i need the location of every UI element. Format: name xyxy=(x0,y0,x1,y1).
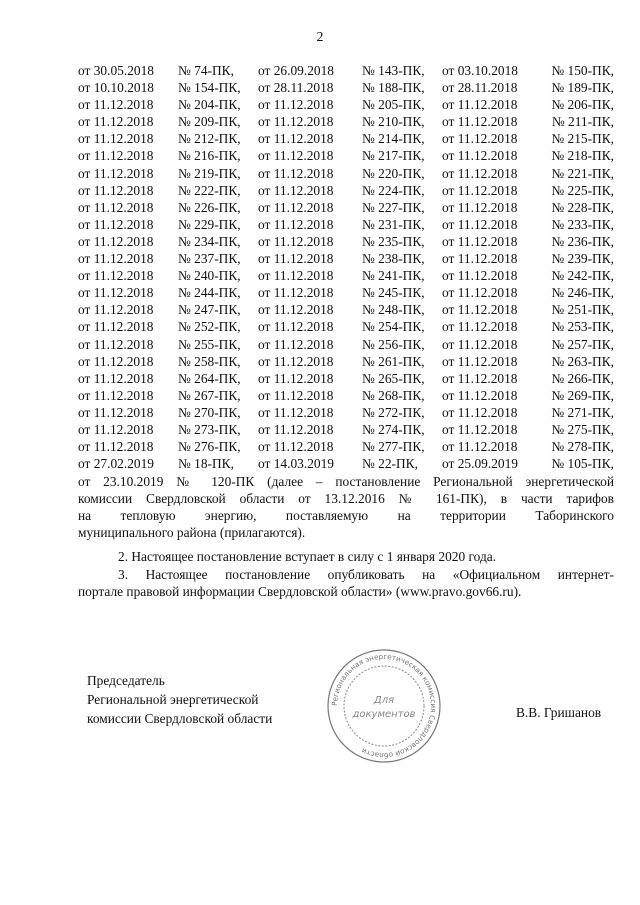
resolution-row xyxy=(78,96,614,113)
resolution-date: от 11.12.2018 xyxy=(258,233,334,249)
resolution-date: от 11.12.2018 xyxy=(258,285,334,301)
resolution-number: № 209-ПК, xyxy=(178,114,241,130)
resolution-row xyxy=(78,455,614,472)
resolution-number: № 257-ПК, xyxy=(551,336,614,352)
resolution-date: от 11.12.2018 xyxy=(258,268,334,284)
resolution-number: № 276-ПК, xyxy=(178,439,241,455)
resolution-date: от 11.12.2018 xyxy=(78,251,154,267)
resolution-number: № 205-ПК, xyxy=(362,97,425,113)
resolution-date: от 11.12.2018 xyxy=(78,302,154,318)
resolution-number: № 245-ПК, xyxy=(362,285,425,301)
resolution-date: от 28.11.2018 xyxy=(258,80,334,96)
resolution-date: от 11.12.2018 xyxy=(258,216,334,232)
resolution-row xyxy=(78,438,614,455)
resolution-date: от 11.12.2018 xyxy=(78,199,154,215)
resolution-date: от 11.12.2018 xyxy=(78,216,154,232)
resolution-date: от 11.12.2018 xyxy=(258,336,334,352)
resolution-number: № 234-ПК, xyxy=(178,233,241,249)
signature-line: Региональной энергетической xyxy=(87,692,259,707)
resolution-date: от 11.12.2018 xyxy=(78,370,154,386)
resolution-date: от 11.12.2018 xyxy=(78,421,154,437)
resolution-row xyxy=(78,233,614,250)
resolution-row xyxy=(78,421,614,438)
resolution-number: № 258-ПК, xyxy=(178,353,241,369)
resolution-number: № 239-ПК, xyxy=(551,251,614,267)
resolution-number: № 74-ПК, xyxy=(178,63,234,78)
resolution-number: № 237-ПК, xyxy=(178,251,241,267)
resolution-row xyxy=(78,199,614,216)
resolution-date: от 11.12.2018 xyxy=(442,216,518,232)
resolution-date: от 11.12.2018 xyxy=(442,251,518,267)
resolution-date: от 28.11.2018 xyxy=(442,80,518,96)
resolution-date: от 11.12.2018 xyxy=(258,370,334,386)
resolution-number: № 251-ПК, xyxy=(551,302,614,318)
resolution-number: № 154-ПК, xyxy=(178,80,241,96)
resolution-number: № 143-ПК, xyxy=(362,63,425,78)
resolution-date: от 11.12.2018 xyxy=(258,97,334,113)
signature-line: комиссии Свердловской области xyxy=(87,711,273,726)
resolution-date: от 11.12.2018 xyxy=(78,353,154,369)
resolution-number: № 240-ПК, xyxy=(178,268,241,284)
seal-stamp xyxy=(326,648,442,764)
signatory-name: В.В. Гришанов xyxy=(516,705,602,720)
resolution-number: № 222-ПК, xyxy=(178,182,241,198)
resolution-date: от 11.12.2018 xyxy=(442,370,518,386)
svg-text:Для: Для xyxy=(373,695,395,706)
resolution-date: от 11.12.2018 xyxy=(258,421,334,437)
resolution-number: № 225-ПК, xyxy=(551,182,614,198)
resolution-list xyxy=(78,62,614,472)
resolution-date: от 11.12.2018 xyxy=(258,114,334,130)
resolution-date: от 11.12.2018 xyxy=(442,97,518,113)
resolution-number: № 241-ПК, xyxy=(362,268,425,284)
resolution-date: от 11.12.2018 xyxy=(258,165,334,181)
resolution-row xyxy=(78,113,614,130)
resolution-date: от 11.12.2018 xyxy=(258,353,334,369)
resolution-date: от 11.12.2018 xyxy=(78,336,154,352)
resolution-date: от 11.12.2018 xyxy=(442,404,518,420)
resolution-date: от 11.12.2018 xyxy=(78,404,154,420)
resolution-number: № 233-ПК, xyxy=(551,216,614,232)
resolution-number: № 204-ПК, xyxy=(178,97,241,113)
resolution-number: № 274-ПК, xyxy=(362,421,425,437)
resolution-date: от 11.12.2018 xyxy=(78,285,154,301)
resolution-date: от 11.12.2018 xyxy=(258,387,334,403)
resolution-row xyxy=(78,130,614,147)
resolution-date: от 10.10.2018 xyxy=(78,80,154,96)
resolution-number: № 277-ПК, xyxy=(362,439,425,455)
resolution-number: № 238-ПК, xyxy=(362,251,425,267)
resolution-date: от 11.12.2018 xyxy=(258,199,334,215)
resolution-number: № 263-ПК, xyxy=(551,353,614,369)
resolution-number: № 229-ПК, xyxy=(178,216,241,232)
resolution-number: № 266-ПК, xyxy=(551,370,614,386)
signature-title xyxy=(87,671,272,728)
resolution-number: № 254-ПК, xyxy=(362,319,425,335)
resolution-date: от 11.12.2018 xyxy=(442,199,518,215)
resolution-date: от 11.12.2018 xyxy=(78,233,154,249)
resolution-row xyxy=(78,267,614,284)
paragraph-2: 2. Настоящее постановление вступает в силу с 1 января 2020 года. xyxy=(118,549,497,564)
resolution-number: № 278-ПК, xyxy=(551,439,614,455)
resolution-number: № 221-ПК, xyxy=(551,165,614,181)
resolution-row xyxy=(78,301,614,318)
resolution-date: от 11.12.2018 xyxy=(442,148,518,164)
resolution-number: № 220-ПК, xyxy=(362,165,425,181)
resolution-date: от 11.12.2018 xyxy=(442,336,518,352)
resolution-date: от 11.12.2018 xyxy=(442,439,518,455)
resolution-date: от 30.05.2018 xyxy=(78,63,154,78)
resolution-date: от 11.12.2018 xyxy=(78,439,154,455)
resolution-number: № 256-ПК, xyxy=(362,336,425,352)
resolution-number: № 253-ПК, xyxy=(551,319,614,335)
resolution-date: от 11.12.2018 xyxy=(258,182,334,198)
resolution-number: № 188-ПК, xyxy=(362,80,425,96)
resolution-number: № 265-ПК, xyxy=(362,370,425,386)
resolution-date: от 11.12.2018 xyxy=(442,285,518,301)
resolution-row xyxy=(78,336,614,353)
resolution-number: № 270-ПК, xyxy=(178,404,241,420)
paragraph-3-line: 3. Настоящее постановление опубликовать на «Официальном интернет- xyxy=(118,567,614,582)
resolution-number: № 226-ПК, xyxy=(178,199,241,215)
resolution-date: от 11.12.2018 xyxy=(442,165,518,181)
resolution-date: от 11.12.2018 xyxy=(258,302,334,318)
resolution-date: от 11.12.2018 xyxy=(78,319,154,335)
resolution-date: от 11.12.2018 xyxy=(442,387,518,403)
resolution-date: от 11.12.2018 xyxy=(442,268,518,284)
resolution-date: от 03.10.2018 xyxy=(442,63,518,78)
resolution-row xyxy=(78,250,614,267)
paragraph-3 xyxy=(78,566,614,600)
resolution-row xyxy=(78,318,614,335)
resolution-date: от 11.12.2018 xyxy=(442,182,518,198)
resolution-date: от 11.12.2018 xyxy=(258,404,334,420)
resolution-number: № 247-ПК, xyxy=(178,302,241,318)
resolution-number: № 267-ПК, xyxy=(178,387,241,403)
resolution-date: от 11.12.2018 xyxy=(442,353,518,369)
resolution-number: № 236-ПК, xyxy=(551,233,614,249)
resolution-row xyxy=(78,284,614,301)
resolution-number: № 275-ПК, xyxy=(551,421,614,437)
resolution-number: № 269-ПК, xyxy=(551,387,614,403)
resolution-number: № 206-ПК, xyxy=(551,97,614,113)
svg-text:Региональная энергетическая ко: Региональная энергетическая комиссия Свердловской области xyxy=(329,651,439,761)
resolution-number: № 255-ПК, xyxy=(178,336,241,352)
continuation-line: комиссии Свердловской области от 13.12.2016 № 161-ПК), в части тарифов xyxy=(78,491,614,507)
resolution-date: от 27.02.2019 xyxy=(78,456,154,472)
resolution-date: от 11.12.2018 xyxy=(442,421,518,437)
resolution-date: от 11.12.2018 xyxy=(78,268,154,284)
svg-text:документов: документов xyxy=(352,709,416,720)
continuation-line: муниципального района (прилагаются). xyxy=(78,525,306,541)
resolution-number: № 214-ПК, xyxy=(362,131,425,147)
resolution-date: от 11.12.2018 xyxy=(78,97,154,113)
resolution-number: № 216-ПК, xyxy=(178,148,241,164)
resolution-row xyxy=(78,165,614,182)
resolution-number: № 211-ПК, xyxy=(551,114,614,130)
resolution-number: № 224-ПК, xyxy=(362,182,425,198)
continuation-paragraph xyxy=(78,473,614,541)
resolution-date: от 11.12.2018 xyxy=(258,148,334,164)
resolution-number: № 231-ПК, xyxy=(362,216,425,232)
resolution-date: от 11.12.2018 xyxy=(78,387,154,403)
resolution-number: № 218-ПК, xyxy=(551,148,614,164)
resolution-number: № 235-ПК, xyxy=(362,233,425,249)
resolution-row xyxy=(78,182,614,199)
page-number: 2 xyxy=(316,30,324,45)
resolution-number: № 242-ПК, xyxy=(551,268,614,284)
resolution-row xyxy=(78,387,614,404)
resolution-row xyxy=(78,79,614,96)
resolution-number: № 252-ПК, xyxy=(178,319,241,335)
resolution-date: от 11.12.2018 xyxy=(78,165,154,181)
resolution-number: № 227-ПК, xyxy=(362,199,425,215)
resolution-date: от 11.12.2018 xyxy=(78,182,154,198)
resolution-number: № 261-ПК, xyxy=(362,353,425,369)
resolution-date: от 11.12.2018 xyxy=(442,319,518,335)
signature-line: Председатель xyxy=(87,673,165,688)
resolution-date: от 11.12.2018 xyxy=(442,114,518,130)
resolution-number: № 212-ПК, xyxy=(178,131,241,147)
resolution-date: от 11.12.2018 xyxy=(258,131,334,147)
resolution-date: от 11.12.2018 xyxy=(442,233,518,249)
resolution-number: № 246-ПК, xyxy=(551,285,614,301)
resolution-row xyxy=(78,147,614,164)
resolution-number: № 210-ПК, xyxy=(362,114,425,130)
resolution-number: № 271-ПК, xyxy=(551,404,614,420)
resolution-number: № 219-ПК, xyxy=(178,165,241,181)
resolution-date: от 26.09.2018 xyxy=(258,63,334,78)
resolution-date: от 11.12.2018 xyxy=(78,114,154,130)
resolution-number: № 264-ПК, xyxy=(178,370,241,386)
resolution-row xyxy=(78,62,614,79)
continuation-line: от 23.10.2019 № 120-ПК (далее – постановление Региональной энергетической xyxy=(78,474,614,489)
continuation-line: на тепловую энергию, поставляемую на территории Таборинского xyxy=(78,508,614,524)
resolution-number: № 268-ПК, xyxy=(362,387,425,403)
resolution-date: от 11.12.2018 xyxy=(442,302,518,318)
resolution-date: от 11.12.2018 xyxy=(78,148,154,164)
resolution-date: от 11.12.2018 xyxy=(78,131,154,147)
resolution-date: от 14.03.2019 xyxy=(258,456,334,472)
resolution-number: № 248-ПК, xyxy=(362,302,425,318)
resolution-number: № 189-ПК, xyxy=(551,80,614,96)
resolution-date: от 25.09.2019 xyxy=(442,456,518,472)
resolution-number: № 215-ПК, xyxy=(551,131,614,147)
resolution-row xyxy=(78,404,614,421)
resolution-row xyxy=(78,353,614,370)
resolution-row xyxy=(78,370,614,387)
resolution-number: № 217-ПК, xyxy=(362,148,425,164)
resolution-number: № 273-ПК, xyxy=(178,421,241,437)
resolution-number: № 22-ПК, xyxy=(362,456,418,472)
resolution-date: от 11.12.2018 xyxy=(258,439,334,455)
resolution-number: № 105-ПК, xyxy=(551,456,614,472)
resolution-number: № 18-ПК, xyxy=(178,456,234,472)
resolution-number: № 244-ПК, xyxy=(178,285,241,301)
resolution-date: от 11.12.2018 xyxy=(258,319,334,335)
paragraph-3-line: портале правовой информации Свердловской области» (www.pravo.gov66.ru). xyxy=(78,584,522,600)
resolution-date: от 11.12.2018 xyxy=(258,251,334,267)
resolution-number: № 228-ПК, xyxy=(551,199,614,215)
resolution-date: от 11.12.2018 xyxy=(442,131,518,147)
resolution-number: № 150-ПК, xyxy=(551,63,614,78)
resolution-row xyxy=(78,216,614,233)
resolution-number: № 272-ПК, xyxy=(362,404,425,420)
